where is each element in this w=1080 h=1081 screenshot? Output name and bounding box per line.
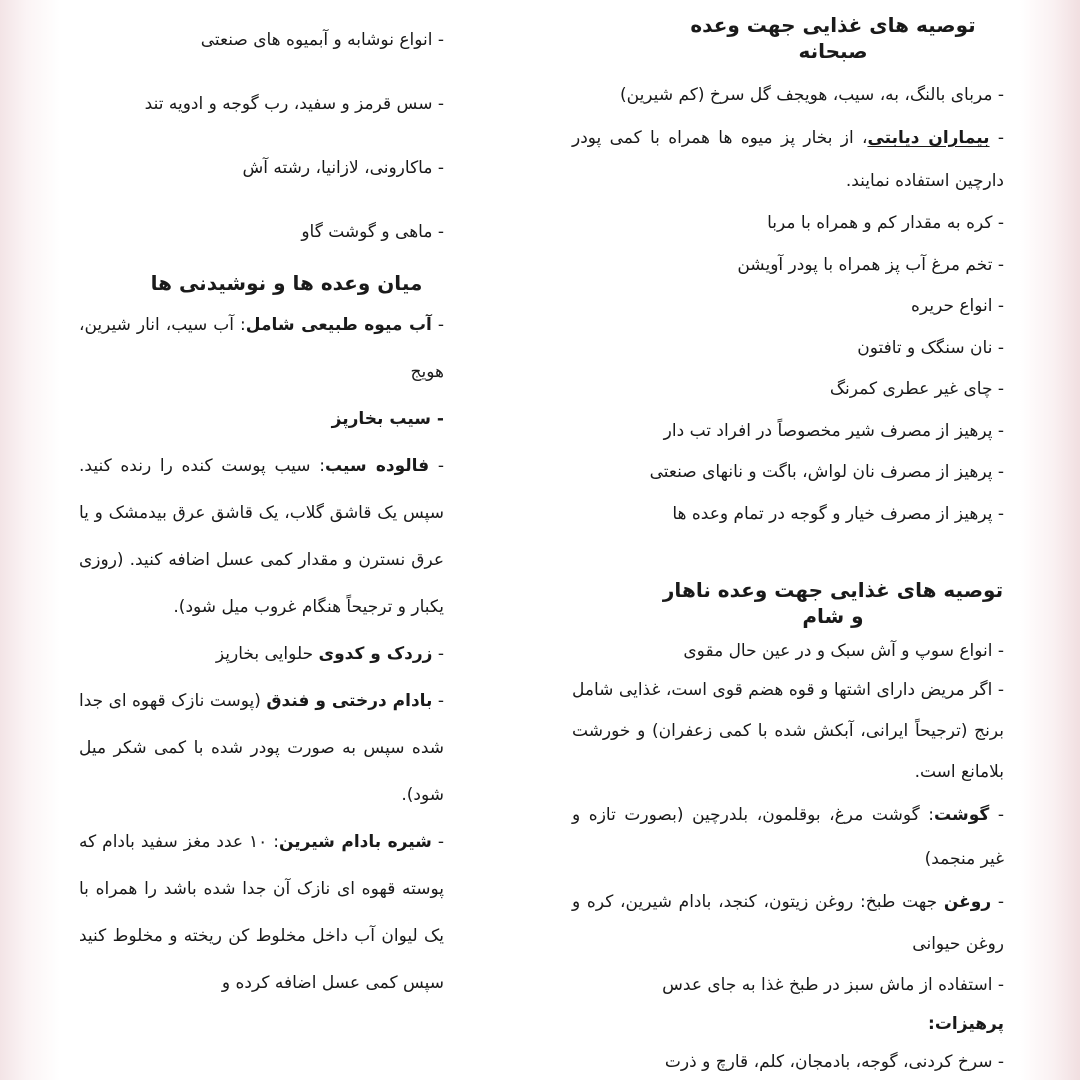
snack-almond <box>79 678 444 819</box>
meat-label: گوشت <box>934 805 990 825</box>
breakfast-item-diabetic <box>572 117 1004 203</box>
dash: - <box>429 456 445 476</box>
oil-label: روغن <box>943 892 992 912</box>
avoid-item: - سرخ کردنی، گوجه، بادمجان، کلم، قارچ و ذرت <box>664 1052 1004 1072</box>
juice-label: آب میوه طبیعی شامل <box>245 315 432 335</box>
meat-text: : گوشت مرغ، بوقلمون، بلدرچین (بصورت تازه و غیر منجمد) <box>572 805 1004 869</box>
almond-label: بادام درختی و فندق <box>266 691 433 711</box>
diabetic-text: ، از بخار پز میوه ها همراه با کمی پودر دارچین استفاده نمایند. <box>572 128 1004 191</box>
avoid-drinks: - انواع نوشابه و آبمیوه های صنعتی <box>200 30 444 50</box>
syrup-label: شیره بادام شیرین <box>278 832 432 852</box>
dash: - <box>431 315 444 335</box>
breakfast-item-butter: - کره به مقدار کم و همراه با مربا <box>767 213 1004 233</box>
steamed-apple-label: سیب بخارپز <box>331 409 432 429</box>
lunch-dinner-heading: توصیه های غذایی جهت وعده ناهار و شام <box>662 578 1004 628</box>
right-column <box>572 12 1004 1081</box>
snack-carrot <box>79 631 444 678</box>
oil-text: جهت طبخ: روغن زیتون، کنجد، بادام شیرین، کره و روغن حیوانی <box>572 892 1004 954</box>
breakfast-item-egg: - تخم مرغ آب پز همراه با پودر آویشن <box>737 254 1004 275</box>
lunch-item-soup: - انواع سوپ و آش سبک و در عین حال مقوی <box>683 641 1004 661</box>
left-column <box>79 12 444 1007</box>
faloodeh-text: : سیب پوست کنده را رنده کنید. سپس یک قاشق گلاب، یک قاشق عرق بیدمشک و یا عرق نسترن و مقدار کمی عسل اضافه کنید. (روزی یکبار و ترجیحاً هنگام غروب میل شود). <box>79 456 444 617</box>
dash: - <box>431 409 444 429</box>
dash: - <box>989 128 1004 148</box>
faloodeh-label: فالوده سیب <box>324 456 430 476</box>
juice-text: : آب سیب، انار شیرین، هویج <box>79 315 444 382</box>
avoid-label: پرهیزات: <box>928 1014 1004 1034</box>
dash: - <box>989 805 1004 825</box>
breakfast-item-milk: - پرهیز از مصرف شیر مخصوصاً در افراد تب دار <box>663 420 1004 441</box>
breakfast-item-tea: - چای غیر عطری کمرنگ <box>829 379 1004 399</box>
dash: - <box>432 644 444 664</box>
lunch-item-mung: - استفاده از ماش سبز در طبخ غذا به جای عدس <box>662 975 1004 995</box>
syrup-text: : ۱۰ عدد مغز سفید بادام که پوسته قهوه ای نازک آن جدا شده باشد را همراه با یک لیوان آب داخل مخلوط کن ریخته و مخلوط کنید سپس کمی عسل اضافه کرده و <box>79 832 444 993</box>
carrot-text: حلوایی بخارپز <box>215 644 319 664</box>
breakfast-item-porridge: - انواع حریره <box>911 296 1004 316</box>
snack-almond-syrup <box>79 819 444 1007</box>
snack-juice <box>79 302 444 396</box>
dash: - <box>431 832 444 852</box>
breakfast-item-lavash: - پرهیز از مصرف نان لواش، باگت و نانهای صنعتی <box>649 462 1004 482</box>
diabetic-label: بیماران دیابتی <box>867 128 990 148</box>
dash: - <box>991 892 1004 912</box>
page-edge-right <box>1020 0 1080 1080</box>
page-edge-left <box>0 0 60 1080</box>
snacks-heading: میان وعده ها و نوشیدنی ها <box>150 271 423 295</box>
snack-steamed-apple <box>79 396 444 443</box>
breakfast-heading: توصیه های غذایی جهت وعده صبحانه <box>690 13 976 63</box>
avoid-fish-beef: - ماهی و گوشت گاو <box>301 222 444 242</box>
lunch-item-meat <box>572 793 1004 881</box>
breakfast-item-cucumber: - پرهیز از مصرف خیار و گوجه در تمام وعده ها <box>672 503 1004 524</box>
snack-faloodeh <box>79 443 444 631</box>
breakfast-item-jam: - مربای بالنگ، به، سیب، هویجف گل سرخ (کم شیرین) <box>620 85 1004 105</box>
avoid-pasta: - ماکارونی، لازانیا، رشته آش <box>242 158 444 178</box>
dash: - <box>432 691 444 711</box>
almond-text: (پوست نازک قهوه ای جدا شده سپس به صورت پودر شده با کمی شکر میل شود). <box>79 691 444 805</box>
breakfast-item-bread: - نان سنگک و تافتون <box>857 337 1004 358</box>
lunch-item-oil <box>572 881 1004 965</box>
lunch-item-rice: - اگر مریض دارای اشتها و قوه هضم قوی است، غذایی شامل برنج (ترجیحاً ایرانی، آبکش شده با کمی زعفران) و خورشت بلامانع است. <box>572 680 1004 782</box>
avoid-sauces: - سس قرمز و سفید، رب گوجه و ادویه تند <box>144 94 444 114</box>
carrot-label: زردک و کدوی <box>318 644 433 664</box>
